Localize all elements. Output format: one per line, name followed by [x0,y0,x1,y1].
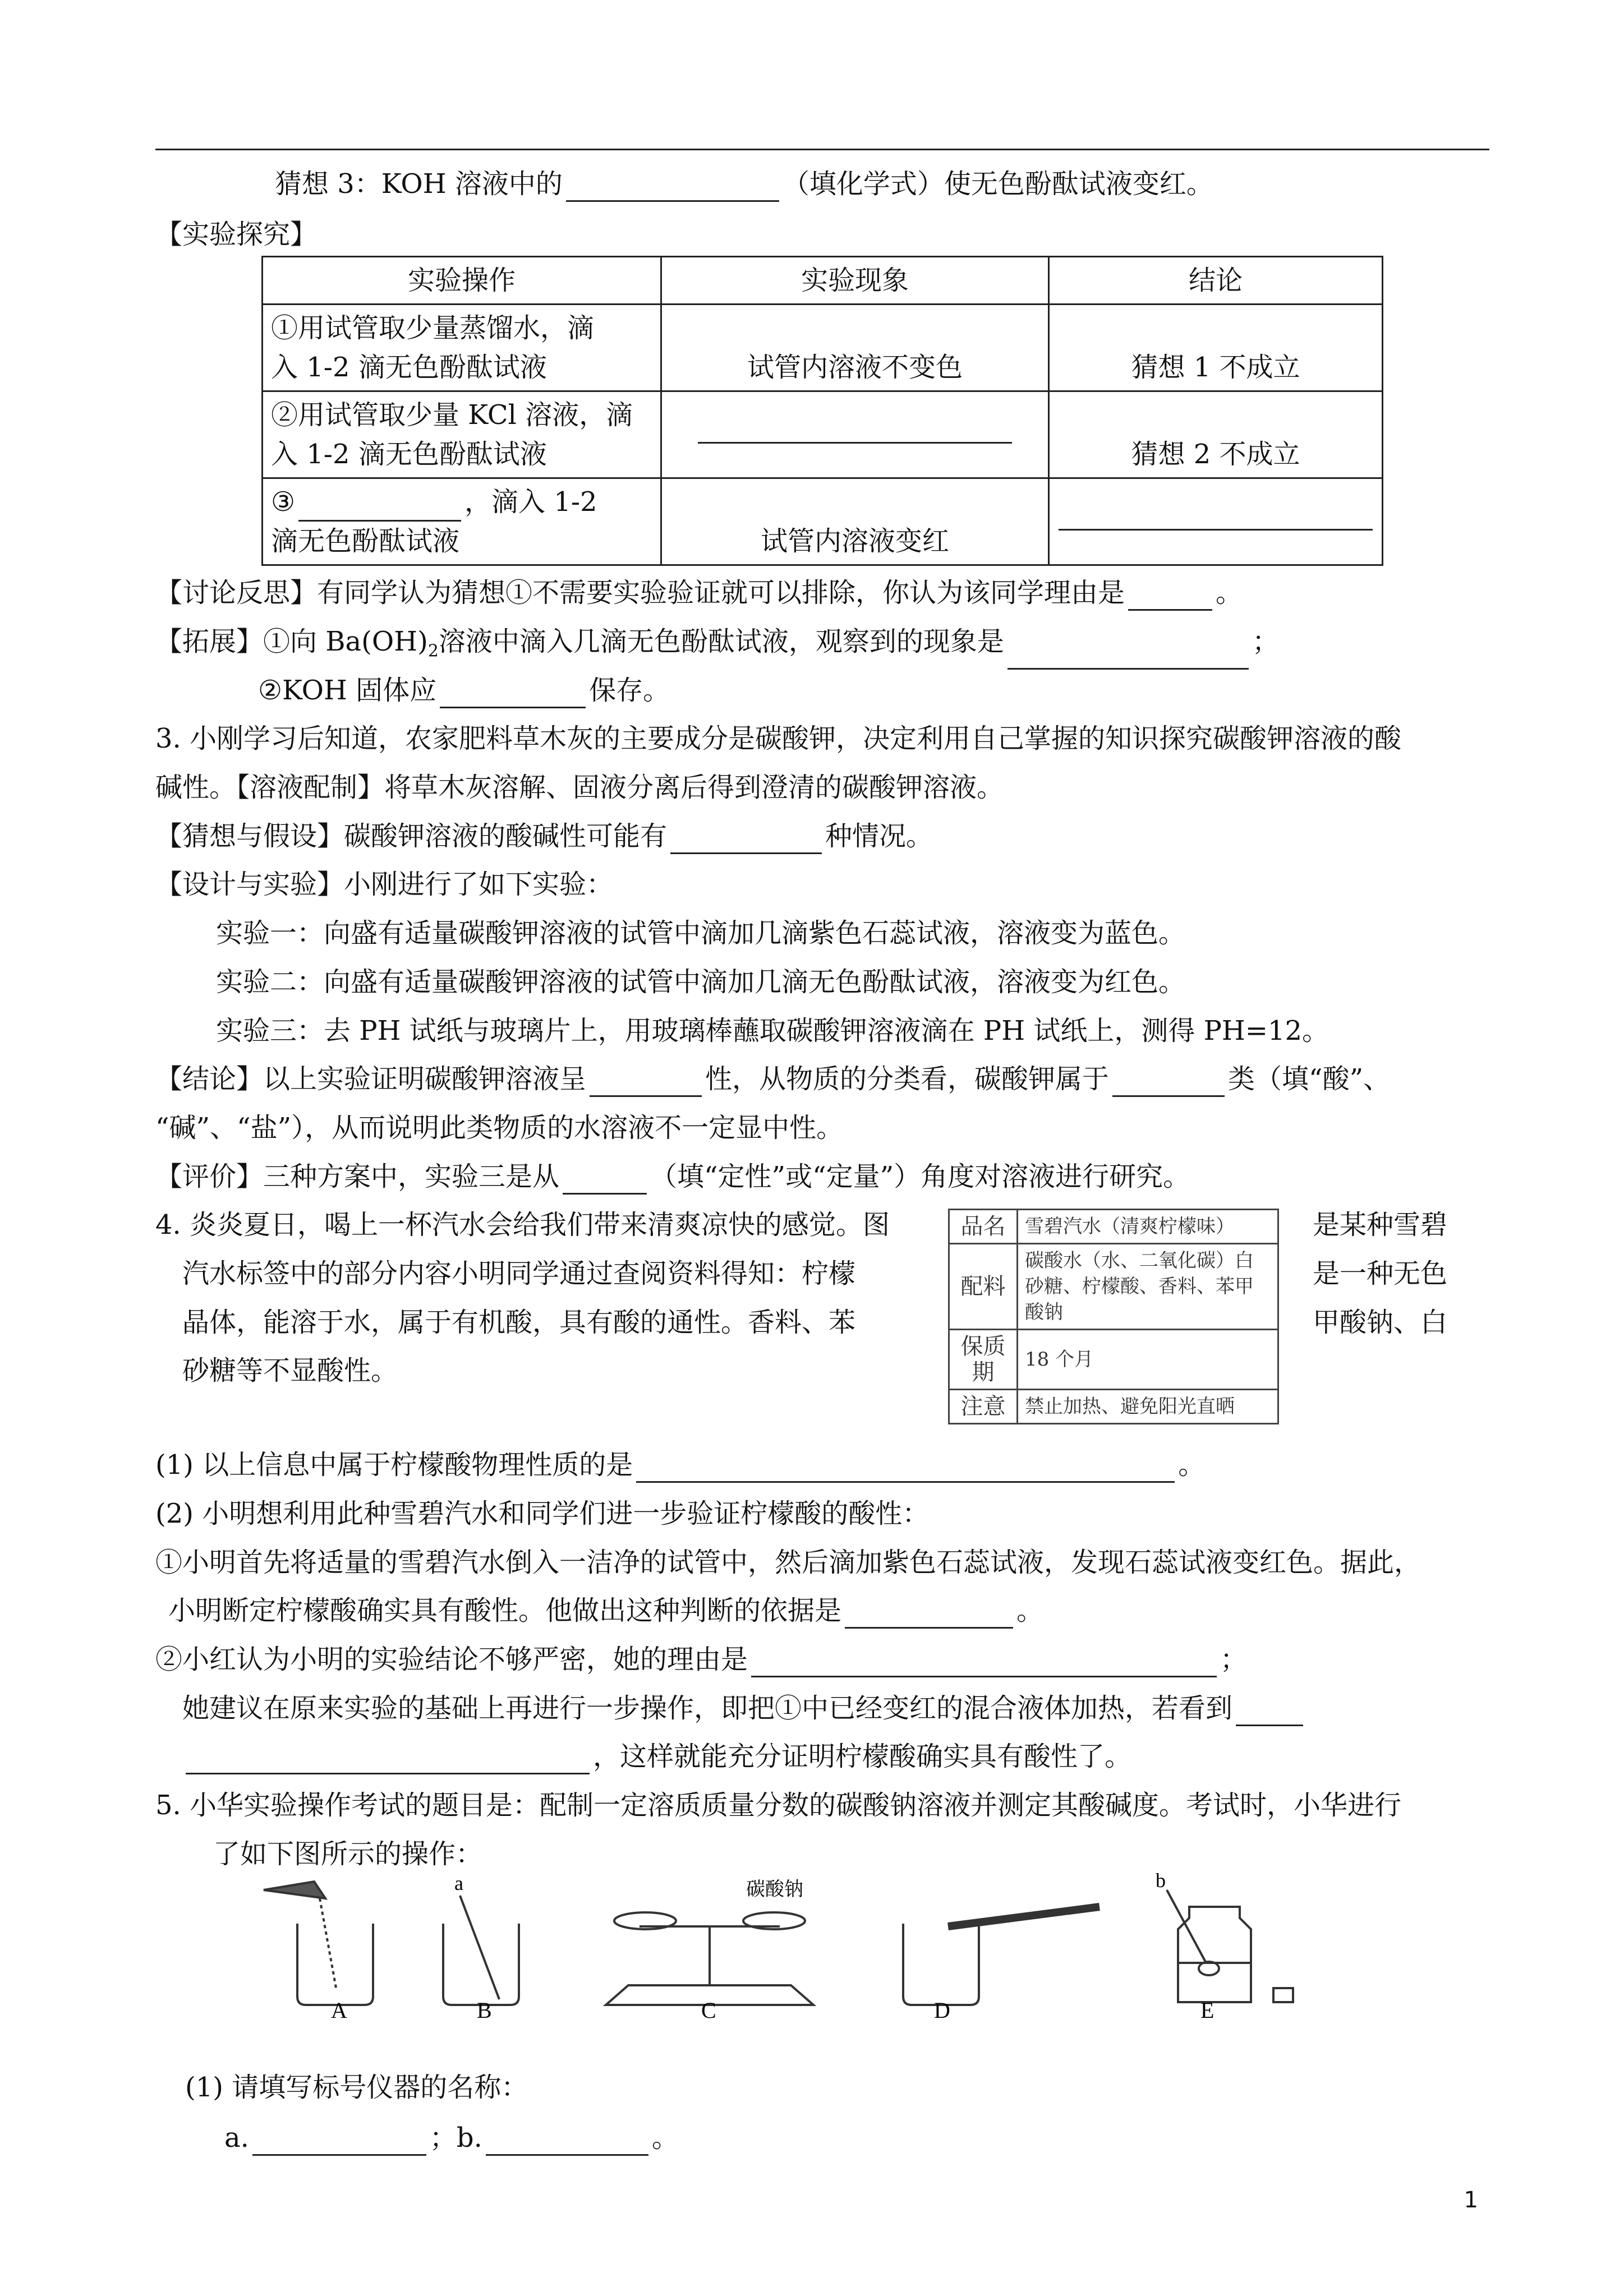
lab-operations-figure [252,1873,1515,2019]
blank-formula[interactable] [566,172,779,202]
label-d: D [934,1998,950,2019]
line-extension-2: ②KOH 固体应 保存。 [258,672,670,708]
cell-phen3: 试管内溶液变红 [661,478,1049,565]
line-discussion: 【讨论反思】有同学认为猜想①不需要实验验证就可以排除，你认为该同学理由是 。 [155,575,1243,611]
blank-phenomenon[interactable] [698,442,1012,444]
blank-instrument-b[interactable] [486,2126,648,2156]
q4-line3: 晶体，能溶于水，属于有机酸，具有酸的通性。香料、苯 [182,1307,856,1338]
sprite-label-table: 品名 雪碧汽水（清爽柠檬味） 配料 碳酸水（水、二氧化碳）白砂糖、柠檬酸、香料、苯甲酸钠 保质期 18 个月 注意 禁止加热、避免阳光直晒 [948,1209,1279,1424]
q4-line1: 4. 炎炎夏日，喝上一杯汽水会给我们带来清爽凉快的感觉。图 [155,1209,890,1241]
q4-sub2: (2) 小明想利用此种雪碧汽水和同学们进一步验证柠檬酸的酸性： [155,1498,930,1529]
q4-sub1: (1) 以上信息中属于柠檬酸物理性质的是 。 [155,1447,1205,1483]
test-tube-d [948,1907,1099,1926]
q3-conclusion-2: “碱”、“盐”），从而说明此类物质的水溶液不一定显中性。 [155,1112,844,1144]
blank-physical-property[interactable] [636,1453,1175,1483]
q3-evaluation: 【评价】三种方案中，实验三是从 （填“定性”或“定量”）角度对溶液进行研究。 [155,1159,1190,1195]
q4-sub2-1: ①小明首先将适量的雪碧汽水倒入一洁净的试管中，然后滴加紫色石蕊试液，发现石蕊试液变红色。据此， [155,1547,1421,1578]
q4-sub2-2: 小明断定柠檬酸确实具有酸性。他做出这种判断的依据是 。 [168,1593,1043,1629]
q4-line2-right: 是一种无色 [1313,1258,1448,1289]
q5-line2: 了如下图所示的操作： [213,1838,483,1870]
blank-conclusion[interactable] [1059,529,1373,531]
blank-observe-start[interactable] [1236,1696,1303,1726]
th-operation: 实验操作 [263,257,661,305]
cell-concl1: 猜想 1 不成立 [1049,305,1383,391]
blank-angle[interactable] [563,1165,647,1195]
glass-rod-b [460,1896,499,1999]
q3-exp3: 实验三：去 PH 试纸与玻璃片上，用玻璃棒蘸取碳酸钾溶液滴在 PH 试纸上，测得 PH=12。 [216,1015,1329,1046]
line-extension-1: 【拓展】①向 $Ba(OH)_2$溶液中滴入几滴无色酚酞试液，观察到的现象是 ； [155,624,1279,670]
blank-instrument-a[interactable] [252,2126,426,2156]
bottle-e [1178,1907,1251,2002]
q3-exp2: 实验二：向盛有适量碳酸钾溶液的试管中滴加几滴无色酚酞试液，溶液变为红色。 [216,966,1186,998]
page-number: 1 [1464,2187,1478,2213]
cell-concl3[interactable] [1049,478,1383,565]
q5-sub1-blanks: a. ；b. 。 [224,2120,679,2156]
th-phenomenon: 实验现象 [661,257,1049,305]
blank-class[interactable] [1112,1067,1225,1097]
label-c: C [701,1998,716,2019]
blank-observe[interactable] [186,1745,590,1774]
q4-line1-right: 是某种雪碧 [1313,1209,1448,1241]
q4-sub2-3: ②小红认为小明的实验结论不够严密，她的理由是 ； [155,1642,1247,1677]
cell-op1: ①用试管取少量蒸馏水，滴 入 1-2 滴无色酚酞试液 [263,305,661,391]
blank-operation[interactable] [298,492,461,522]
q3-line2: 碱性。【溶液配制】将草木灰溶解、固液分离后得到澄清的碳酸钾溶液。 [155,772,1004,803]
spoon-e [1167,1890,1206,1963]
q4-sub2-5: ，这样就能充分证明柠檬酸确实具有酸性了。 [182,1739,1131,1774]
q3-line4: 【设计与实验】小刚进行了如下实验： [155,869,614,900]
q3-conclusion: 【结论】以上实验证明碳酸钾溶液呈 性，从物质的分类看，碳酸钾属于 类（填“酸”、 [155,1061,1390,1097]
cell-op3: ③ ，滴入 1-2 滴无色酚酞试液 [263,478,661,565]
beaker-d [903,1924,979,2005]
cell-phen1: 试管内溶液不变色 [661,305,1049,391]
label-e: E [1200,1998,1214,2019]
header-rule [155,149,1489,150]
blank-observation[interactable] [1007,640,1249,670]
blank-property[interactable] [590,1067,702,1097]
balance-label: 碳酸钠 [746,1878,803,1901]
paper-a [264,1882,325,1898]
blank-cases[interactable] [670,824,822,854]
beaker-a [297,1924,373,2005]
q4-sub2-4: 她建议在原来实验的基础上再进行一步操作，即把①中已经变红的混合液体加热，若看到 [182,1690,1306,1726]
mark-a: a [454,1873,463,1894]
th-conclusion: 结论 [1049,257,1383,305]
cell-concl2: 猜想 2 不成立 [1049,391,1383,478]
q5-sub1: (1) 请填写标号仪器的名称： [185,2072,528,2103]
label-b: B [477,1998,492,2019]
label-a: A [331,1998,347,2019]
q5-line1: 5. 小华实验操作考试的题目是：配制一定溶质质量分数的碳酸钠溶液并测定其酸碱度。考试时，小华进行 [155,1790,1402,1821]
q4-line2: 汽水标签中的部分内容小明同学通过查阅资料得知：柠檬 [182,1258,856,1289]
heading-experiment: 【实验探究】 [155,219,318,250]
blank-reason[interactable] [1128,581,1212,611]
experiment-table [261,256,1383,566]
q4-line4: 砂糖等不显酸性。 [182,1355,398,1386]
q4-line3-right: 甲酸钠、白 [1313,1307,1448,1338]
line-guess3: 猜想 3：KOH 溶液中的 （填化学式）使无色酚酞试液变红。 [275,166,1213,202]
blank-reason-2[interactable] [751,1648,1217,1677]
cell-phen2[interactable] [661,391,1049,478]
cell-op2: ②用试管取少量 KCl 溶液，滴 入 1-2 滴无色酚酞试液 [263,391,661,478]
q3-exp1: 实验一：向盛有适量碳酸钾溶液的试管中滴加几滴紫色石蕊试液，溶液变为蓝色。 [216,918,1186,949]
q3-line3: 【猜想与假设】碳酸钾溶液的酸碱性可能有 种情况。 [155,818,933,854]
mark-b: b [1156,1873,1166,1892]
blank-storage[interactable] [440,679,586,708]
beaker-b [443,1924,519,2005]
q3-line1: 3. 小刚学习后知道，农家肥料草木灰的主要成分是碳酸钾，决定利用自己掌握的知识探究碳酸钾溶液的酸 [155,723,1402,754]
blank-basis[interactable] [845,1599,1013,1629]
